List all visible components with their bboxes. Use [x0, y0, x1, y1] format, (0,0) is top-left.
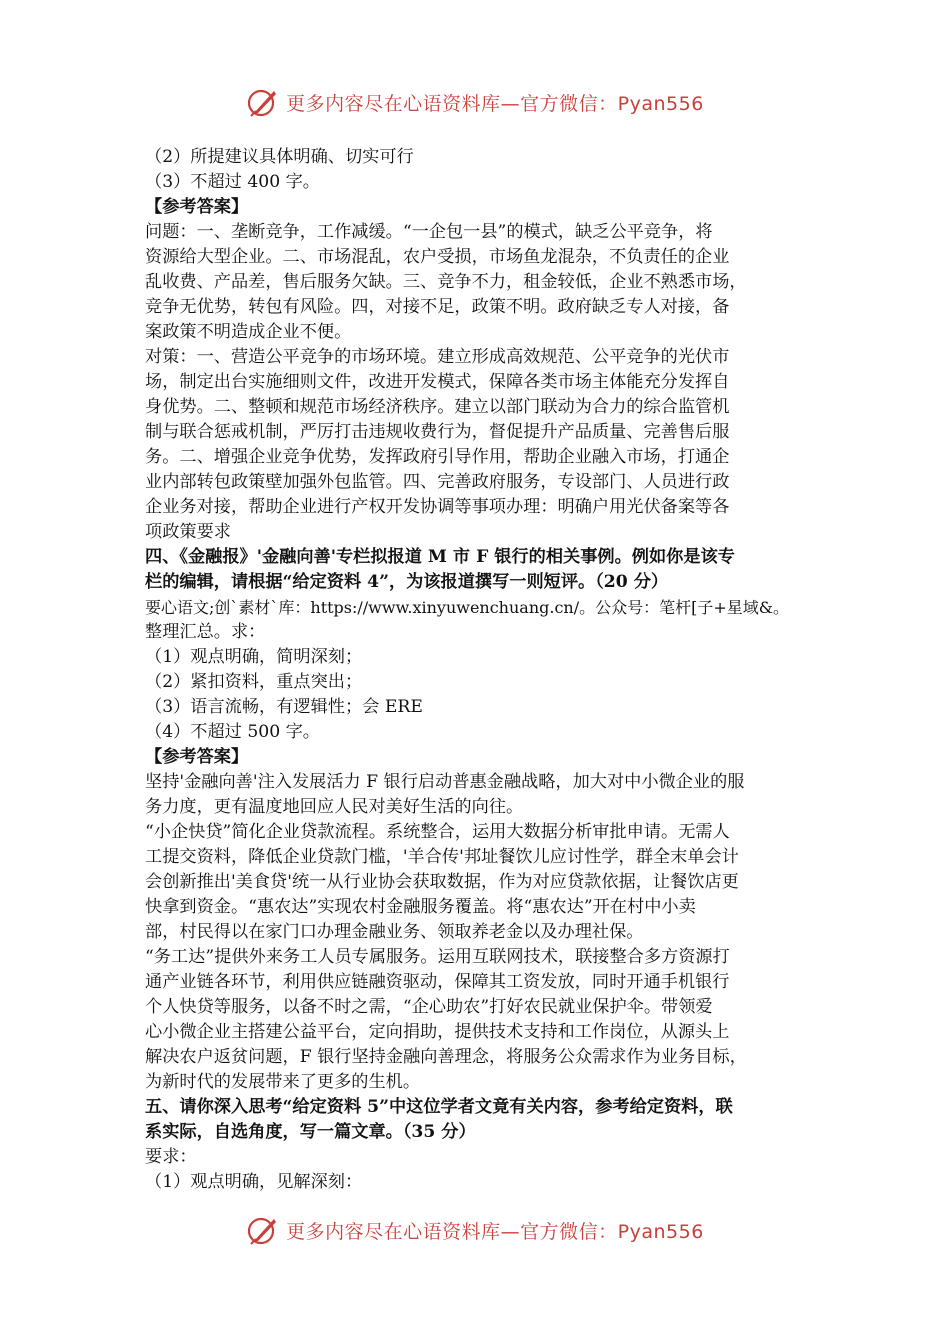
text-line: 场，制定出台实施细则文件，改进开发模式，保障各类市场主体能充分发挥自: [145, 372, 730, 392]
header-watermark-banner: [0, 84, 950, 120]
text-line: 问题：一、垄断竞争，工作减缓。“一企包一县”的模式，缺乏公平竞争，将: [145, 222, 713, 242]
footer-watermark-banner: [0, 1212, 950, 1248]
text-line: （1）观点明确，简明深刻；: [145, 647, 363, 667]
text-line: 案政策不明造成企业不便。: [145, 322, 352, 342]
text-line: 个人快贷等服务，以备不时之需，“企心助农”打好农民就业保护伞。带领爱: [145, 997, 713, 1017]
document-body: [145, 145, 810, 1195]
text-line: （4）不超过 500 字。: [145, 722, 320, 742]
heading-line: 系实际，自选角度，写一篇文章。（35 分）: [145, 1122, 476, 1142]
text-line: 企业务对接，帮助企业进行产权开发协调等事项办理：明确户用光伏备案等各: [145, 497, 730, 517]
text-line: 要求：: [145, 1147, 197, 1167]
text-line: 解决农户返贫问题，F 银行坚持金融向善理念，将服务公众需求作为业务目标，: [145, 1047, 747, 1067]
text-line: （2）所提建议具体明确、切实可行: [145, 147, 414, 167]
heading-line: 四、《金融报》'金融向善'专栏拟报道 M 市 F 银行的相关事例。例如你是该专: [145, 547, 735, 567]
feather-pen-logo-icon: [246, 85, 280, 119]
text-line: 乱收费、产品差，售后服务欠缺。三、竞争不力，租金较低，企业不熟悉市场，: [145, 272, 747, 292]
text-line: 为新时代的发展带来了更多的生机。: [145, 1072, 421, 1092]
text-line: 身优势。二、整顿和规范市场经济秩序。建立以部门联动为合力的综合监管机: [145, 397, 730, 417]
heading-line: 【参考答案】: [145, 747, 249, 767]
text-line: 制与联合惩戒机制，严厉打击违规收费行为，督促提升产品质量、完善售后服: [145, 422, 730, 442]
text-line: 整理汇总。求：: [145, 622, 266, 642]
text-line: 业内部转包政策壁加强外包监管。四、完善政府服务，专设部门、人员进行政: [145, 472, 730, 492]
text-line: （3）语言流畅，有逻辑性；会 ERE: [145, 697, 423, 717]
footer-watermark-text: 更多内容尽在心语资料库—官方微信：Pyan556: [286, 1220, 704, 1243]
text-line: 工提交资料，降低企业贷款门槛，'羊合传'邦址餐饮儿应讨性学，群全末单会计: [145, 847, 739, 867]
feather-pen-logo-icon: [246, 1213, 280, 1247]
text-line: 务力度，更有温度地回应人民对美好生活的向往。: [145, 797, 524, 817]
text-line: 心小微企业主搭建公益平台，定向捐助，提供技术支持和工作岗位，从源头上: [145, 1022, 730, 1042]
text-line: （1）观点明确，见解深刻：: [145, 1172, 363, 1192]
text-line: （3）不超过 400 字。: [145, 172, 320, 192]
header-watermark-text: 更多内容尽在心语资料库—官方微信：Pyan556: [286, 92, 704, 115]
heading-line: 【参考答案】: [145, 197, 249, 217]
text-line: 要心语文;创`素材`库：https://www.xinyuwenchuang.cn/。公众号：笔杆[子+星域&。: [145, 598, 790, 617]
text-line: 资源给大型企业。二、市场混乱，农户受损，市场鱼龙混杂，不负责任的企业: [145, 247, 730, 267]
text-line: 对策：一、营造公平竞争的市场环境。建立形成高效规范、公平竞争的光伏市: [145, 347, 730, 367]
text-line: “小企快贷”简化企业贷款流程。系统整合，运用大数据分析审批申请。无需人: [145, 822, 730, 842]
text-line: 项政策要求: [145, 522, 231, 542]
text-line: 会创新推出'美食贷'统一从行业协会获取数据，作为对应贷款依据，让餐饮店更: [145, 872, 739, 892]
text-line: 快拿到资金。“惠农达”实现农村金融服务覆盖。将“惠农达”开在村中小卖: [145, 897, 696, 917]
text-line: 务。二、增强企业竞争优势，发挥政府引导作用，帮助企业融入市场，打通企: [145, 447, 730, 467]
text-line: 竞争无优势，转包有风险。四，对接不足，政策不明。政府缺乏专人对接，备: [145, 297, 730, 317]
heading-line: 五、请你深入思考“给定资料 5”中这位学者文竟有关内容，参考给定资料，联: [145, 1097, 733, 1117]
text-line: 通产业链各环节，利用供应链融资驱动，保障其工资发放，同时开通手机银行: [145, 972, 730, 992]
text-line: 坚持'金融向善'注入发展活力 F 银行启动普惠金融战略，加大对中小微企业的服: [145, 772, 745, 792]
text-line: 部，村民得以在家门口办理金融业务、领取养老金以及办理社保。: [145, 922, 644, 942]
heading-line: 栏的编辑，请根据“给定资料 4”，为该报道撰写一则短评。（20 分）: [145, 572, 669, 592]
text-line: （2）紧扣资料，重点突出；: [145, 672, 363, 692]
text-line: “务工达”提供外来务工人员专属服务。运用互联网技术，联接整合多方资源打: [145, 947, 730, 967]
